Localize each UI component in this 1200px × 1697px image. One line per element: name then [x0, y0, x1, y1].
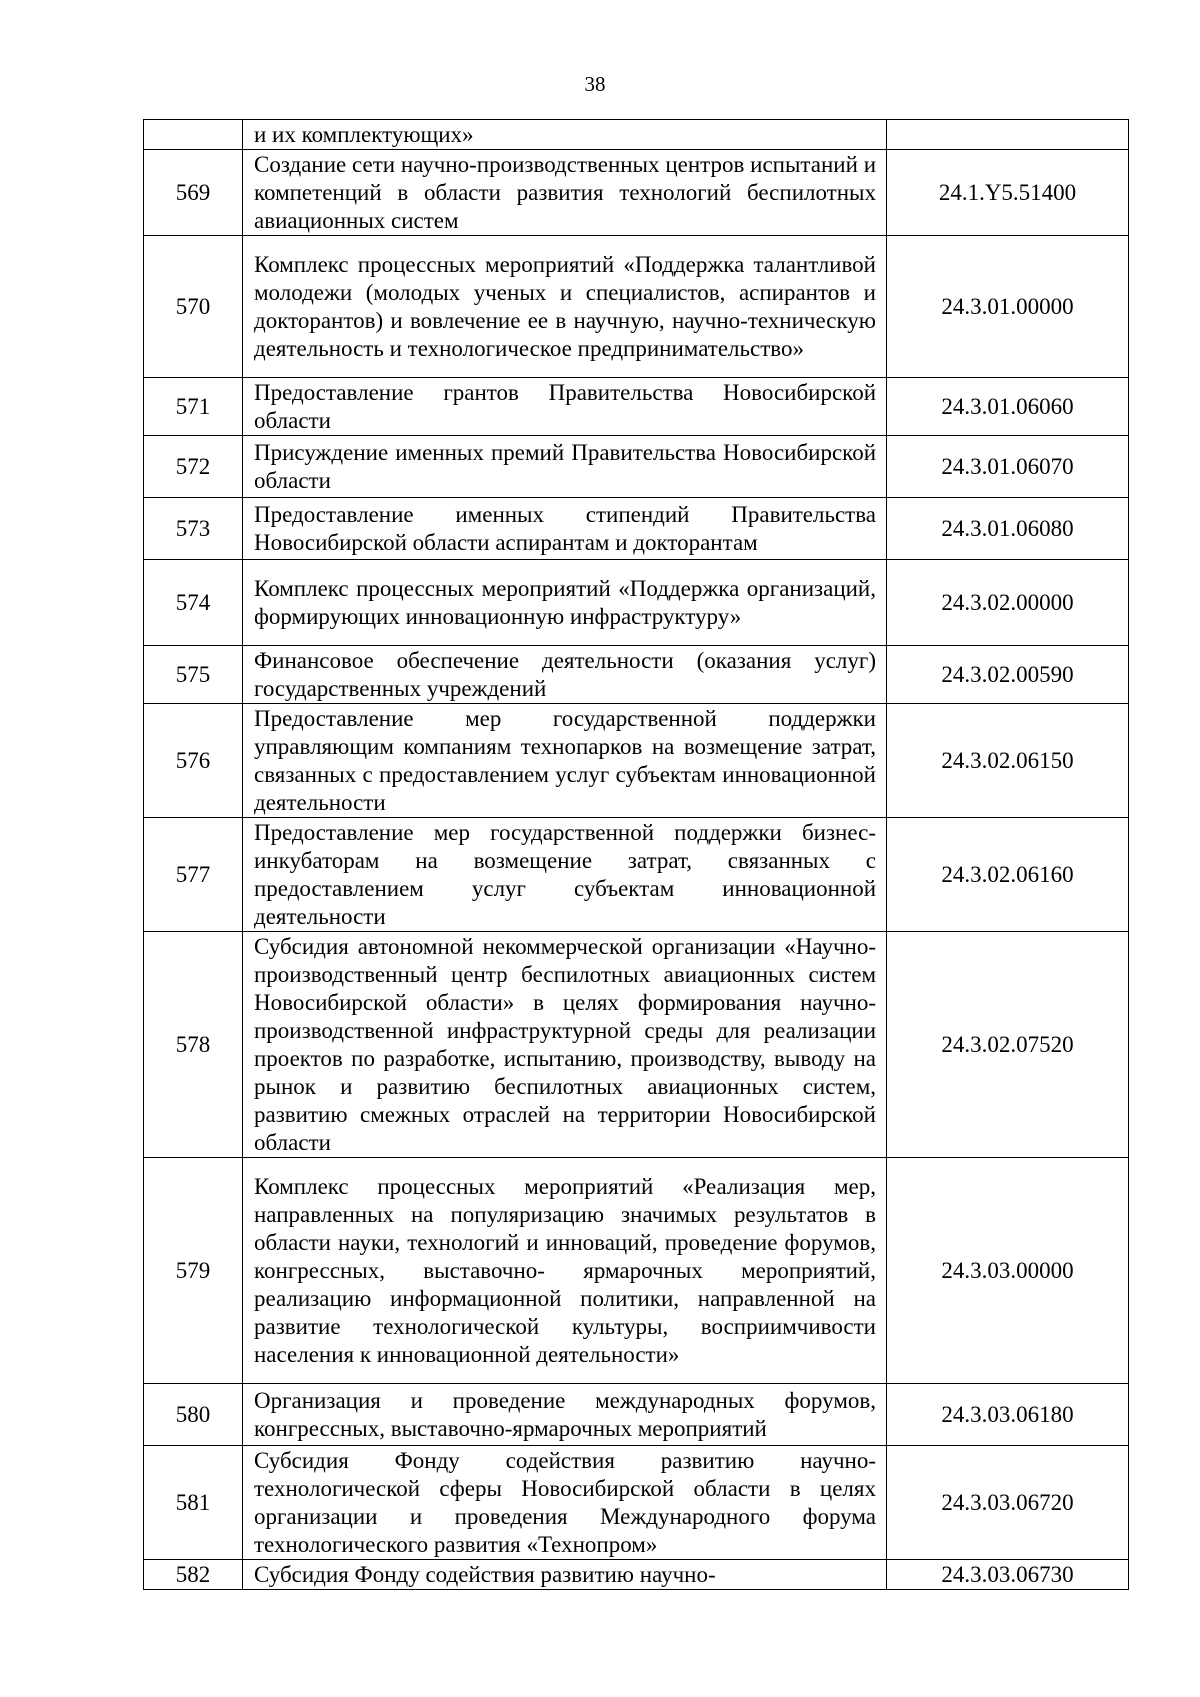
table-row [144, 236, 1129, 378]
row-code: 24.3.01.06060 [887, 378, 1129, 436]
row-number: 579 [144, 1158, 243, 1384]
row-description-text: и их комплектующих» [254, 122, 474, 147]
row-code: 24.3.02.06160 [887, 818, 1129, 932]
row-number: 572 [144, 436, 243, 498]
row-description [243, 704, 887, 818]
row-code: 24.3.01.00000 [887, 236, 1129, 378]
row-number: 573 [144, 498, 243, 560]
row-description [243, 1560, 887, 1590]
table-row [144, 1384, 1129, 1446]
row-description-text: Финансовое обеспечение деятельности (оказания услуг) государственных учреждений [254, 648, 876, 701]
row-description-text: Предоставление именных стипендий Правительства Новосибирской области аспирантам и докторантам [254, 502, 876, 555]
row-number: 581 [144, 1446, 243, 1560]
row-code [887, 120, 1129, 150]
table-row [144, 150, 1129, 236]
row-code: 24.3.02.00590 [887, 646, 1129, 704]
row-code: 24.3.03.00000 [887, 1158, 1129, 1384]
table-row [144, 498, 1129, 560]
row-number: 574 [144, 560, 243, 646]
row-number: 578 [144, 932, 243, 1158]
row-description-text: Субсидия Фонду содействия развитию научно- [254, 1562, 716, 1587]
row-description-text: Присуждение именных премий Правительства Новосибирской области [254, 440, 876, 493]
row-description-text: Предоставление мер государственной поддержки бизнес-инкубаторам на возмещение затрат, связанных с предоставлением услуг субъектам инновационной деятельности [254, 820, 876, 929]
budget-classification-table [143, 119, 1129, 1590]
row-code: 24.3.03.06730 [887, 1560, 1129, 1590]
row-description [243, 436, 887, 498]
row-number: 575 [144, 646, 243, 704]
row-description-text: Создание сети научно-производственных центров испытаний и компетенций в области развития технологий беспилотных авиационных систем [254, 152, 876, 233]
row-number: 571 [144, 378, 243, 436]
table-row [144, 704, 1129, 818]
row-number: 582 [144, 1560, 243, 1590]
row-number: 570 [144, 236, 243, 378]
table-row [144, 378, 1129, 436]
table-row [144, 1158, 1129, 1384]
table-row [144, 932, 1129, 1158]
table-row [144, 646, 1129, 704]
row-description [243, 646, 887, 704]
row-code: 24.3.02.06150 [887, 704, 1129, 818]
row-description-text: Предоставление мер государственной поддержки управляющим компаниям технопарков на возмещение затрат, связанных с предоставлением услуг субъектам инновационной деятельности [254, 706, 876, 815]
row-description [243, 932, 887, 1158]
table-row [144, 436, 1129, 498]
row-description [243, 818, 887, 932]
row-description [243, 150, 887, 236]
table-row [144, 1446, 1129, 1560]
row-description [243, 120, 887, 150]
row-description-text: Субсидия автономной некоммерческой организации «Научно-производственный центр беспилотных авиационных систем Новосибирской области» в целях формирования научно-производственной инфраструктурной среды для реализации проектов по разработке, испытанию, производству, выводу на рынок и развитию беспилотных авиационных систем, развитию смежных отраслей на территории Новосибирской области [254, 934, 876, 1155]
row-description [243, 1446, 887, 1560]
row-code: 24.3.02.00000 [887, 560, 1129, 646]
row-code: 24.3.01.06080 [887, 498, 1129, 560]
row-code: 24.3.03.06720 [887, 1446, 1129, 1560]
row-number: 577 [144, 818, 243, 932]
row-description-text: Субсидия Фонду содействия развитию научно-технологической сферы Новосибирской области в целях организации и проведения Международного форума технологического развития «Технопром» [254, 1448, 876, 1557]
row-description [243, 560, 887, 646]
row-description [243, 1158, 887, 1384]
row-description-text: Предоставление грантов Правительства Новосибирской области [254, 380, 876, 433]
row-code: 24.1.Y5.51400 [887, 150, 1129, 236]
row-description-text: Организация и проведение международных форумов, конгрессных, выставочно-ярмарочных мероприятий [254, 1388, 876, 1441]
row-number [144, 120, 243, 150]
page-number: 38 [584, 72, 606, 96]
table-row [144, 818, 1129, 932]
row-description-text: Комплекс процессных мероприятий «Поддержка организаций, формирующих инновационную инфраструктуру» [254, 576, 876, 629]
row-code: 24.3.02.07520 [887, 932, 1129, 1158]
row-description [243, 236, 887, 378]
row-description [243, 498, 887, 560]
table-row [144, 560, 1129, 646]
row-number: 569 [144, 150, 243, 236]
row-description-text: Комплекс процессных мероприятий «Реализация мер, направленных на популяризацию значимых результатов в области науки, технологий и инноваций, проведение форумов, конгрессных, выставочно- ярмарочных мероприятий, реализацию информационной политики, направленной на развитие технологической культуры, восприимчивости населения к инновационной деятельности» [254, 1174, 876, 1367]
table-row [144, 120, 1129, 150]
row-description [243, 378, 887, 436]
table-row [144, 1560, 1129, 1590]
row-code: 24.3.01.06070 [887, 436, 1129, 498]
row-code: 24.3.03.06180 [887, 1384, 1129, 1446]
row-description-text: Комплекс процессных мероприятий «Поддержка талантливой молодежи (молодых ученых и специалистов, аспирантов и докторантов) и вовлечение ее в научную, научно-техническую деятельность и технологическое предпринимательство» [254, 252, 876, 361]
row-number: 576 [144, 704, 243, 818]
row-description [243, 1384, 887, 1446]
row-number: 580 [144, 1384, 243, 1446]
